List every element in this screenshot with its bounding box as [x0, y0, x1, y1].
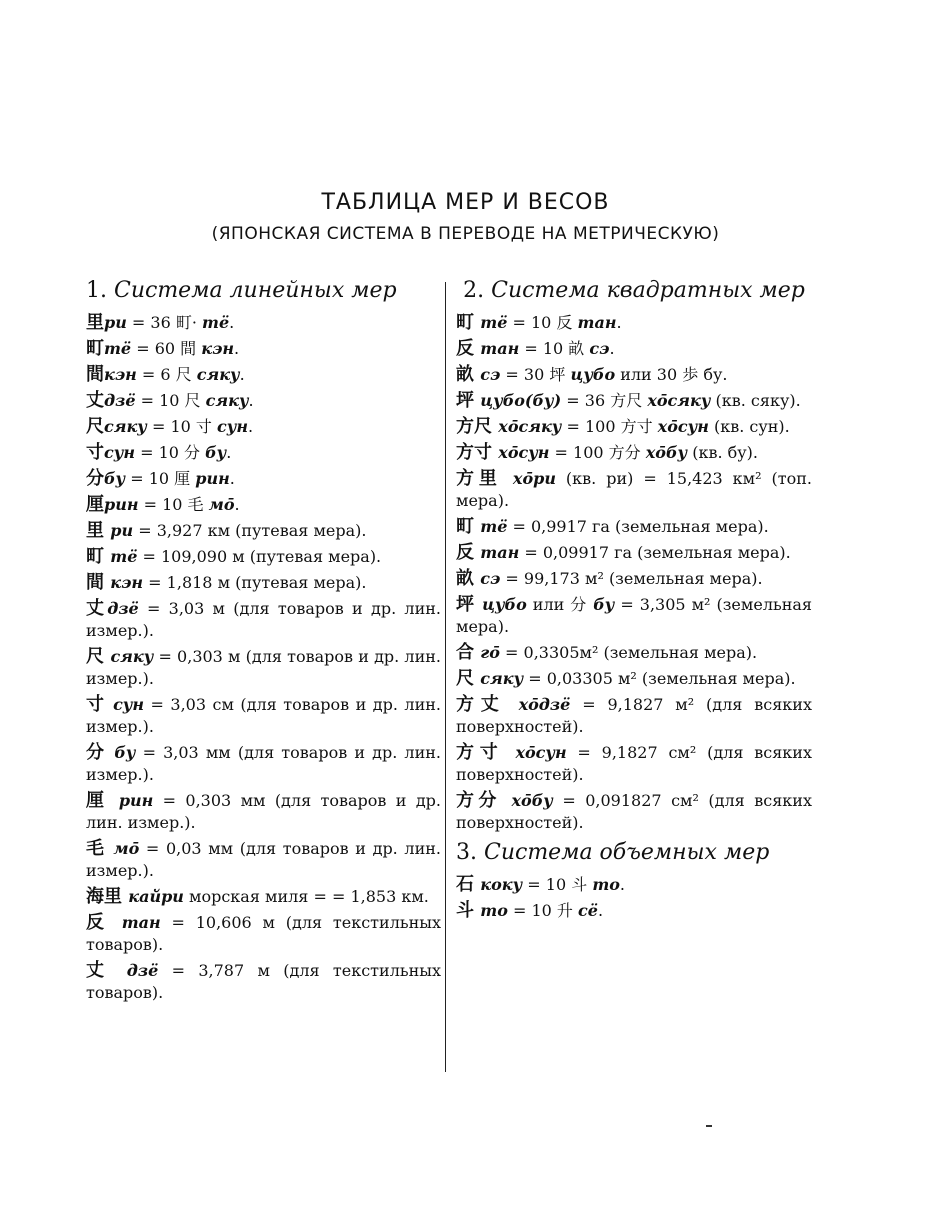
entry-reading: сун	[104, 443, 135, 462]
table-entry	[86, 598, 441, 642]
entry-kanji: 間	[86, 364, 104, 385]
entry-reading: дзё	[107, 599, 139, 618]
entry-text: = 3,03 мм (для товаров и др. лин. измер.).	[86, 743, 441, 784]
entry-text-2: .	[234, 339, 240, 358]
table-entry	[456, 594, 812, 638]
entry-reading: хо̄бу	[511, 791, 553, 810]
entry-text-2: = 3,305 м² (земельная мера).	[456, 595, 812, 636]
entry-reading: тё	[104, 339, 132, 358]
entry-reading-2: бу	[593, 595, 615, 614]
entry-text: (кв. ри) = 15,423 км² (топ. мера).	[456, 469, 812, 510]
entry-reading: хо̄сун	[515, 743, 567, 762]
entry-reading-2: сэ	[589, 339, 610, 358]
entry-text-2: .	[597, 901, 604, 920]
section-heading-linear	[86, 278, 441, 304]
entry-text: = 3,03 см (для товаров и др. лин. измер.).	[86, 695, 441, 736]
entry-text-2: .	[226, 443, 232, 462]
entry-kanji: 海里	[86, 886, 129, 907]
entry-text: морская миля = = 1,853 км.	[183, 887, 429, 906]
table-entry	[86, 912, 441, 956]
entry-text: = 0,303 м (для товаров и др. лин. измер.).	[86, 647, 441, 688]
table-entry	[456, 390, 812, 412]
entry-text: = 99,173 м² (земельная мера).	[500, 569, 763, 588]
section-title: Система квадратных мер	[491, 278, 805, 303]
entry-reading: сяку	[104, 417, 147, 436]
entry-reading-2: цубо	[570, 365, 616, 384]
entry-kanji: 尺	[86, 416, 104, 437]
entry-kanji: 方寸	[456, 742, 516, 763]
entry-kanji: 反	[456, 338, 481, 359]
table-entry	[456, 642, 812, 664]
entry-kanji: 方尺	[456, 416, 499, 437]
scan-speck	[706, 1125, 712, 1127]
entry-text: = 10 尺	[135, 391, 206, 410]
table-entry	[456, 568, 812, 590]
entry-reading-2: тё	[202, 313, 230, 332]
entry-reading: ри	[104, 313, 127, 332]
section-heading-square	[456, 278, 812, 304]
entry-kanji: 坪	[456, 390, 481, 411]
entry-list	[456, 874, 812, 922]
entry-text-2: .	[229, 313, 235, 332]
entry-kanji: 尺	[86, 646, 111, 667]
section-number: 3.	[456, 840, 477, 865]
entry-reading-2: хо̄сяку	[647, 391, 711, 410]
entry-reading: сяку	[110, 647, 154, 666]
entry-text: = 100 方分	[549, 443, 646, 462]
entry-reading: тё	[480, 313, 508, 332]
entry-kanji: 里	[86, 520, 111, 541]
entry-reading: бу	[104, 469, 126, 488]
entry-kanji: 畝	[456, 568, 481, 589]
table-entry	[456, 468, 812, 512]
entry-kanji: 方里	[456, 468, 513, 489]
entry-reading: дзё	[104, 391, 136, 410]
entry-kanji: 反	[456, 542, 481, 563]
entry-reading-2: сун	[217, 417, 248, 436]
section-title: Система линейных мер	[114, 278, 397, 303]
table-entry	[86, 494, 441, 516]
entry-kanji: 厘	[86, 494, 104, 515]
entry-reading: ри	[110, 521, 134, 540]
entry-text-2: (кв. бу).	[687, 443, 758, 462]
entry-reading-2: бу	[205, 443, 227, 462]
entry-kanji: 反	[86, 912, 122, 933]
table-entry	[86, 960, 441, 1004]
entry-reading-2: сяку	[196, 365, 240, 384]
entry-reading: кэн	[110, 573, 144, 592]
table-entry	[86, 442, 441, 464]
entry-kanji: 厘	[86, 790, 119, 811]
entry-text: = 10 升	[507, 901, 579, 920]
table-entry	[456, 694, 812, 738]
entry-text: = 10,606 м (для текстильных товаров).	[86, 913, 441, 954]
entry-reading: кэн	[104, 365, 137, 384]
entry-text: = 3,787 м (для текстильных товаров).	[86, 961, 441, 1002]
entry-text: = 9,1827 см² (для всяких поверхностей).	[456, 743, 812, 784]
entry-text: = 0,03305 м² (земельная мера).	[523, 669, 796, 688]
table-entry	[456, 416, 812, 438]
entry-text: = 10 厘	[125, 469, 196, 488]
table-entry	[86, 838, 441, 882]
entry-text: = 10 寸	[146, 417, 217, 436]
entry-text: = 1,818 м (путевая мера).	[143, 573, 367, 592]
entry-reading-2: мо̄	[208, 495, 235, 514]
entry-text: = 9,1827 м² (для всяких поверхностей).	[456, 695, 812, 736]
entry-kanji: 丈	[86, 598, 108, 619]
entry-text: = 0,9917 га (земельная мера).	[507, 517, 769, 536]
entry-kanji: 丈	[86, 960, 127, 981]
entry-reading: бу	[114, 743, 136, 762]
entry-kanji: 丈	[86, 390, 104, 411]
entry-text-2: (кв. сун).	[708, 417, 790, 436]
table-entry	[456, 742, 812, 786]
table-entry	[86, 790, 441, 834]
entry-reading-2: сё	[578, 901, 598, 920]
entry-kanji: 合	[456, 642, 481, 663]
entry-kanji: 毛	[86, 838, 114, 859]
entry-reading: цубо	[482, 595, 527, 614]
entry-reading: сэ	[480, 569, 501, 588]
entry-reading: рин	[104, 495, 139, 514]
entry-reading: тан	[480, 543, 520, 562]
entry-reading: хо̄ри	[512, 469, 556, 488]
entry-text: = 60 間	[131, 339, 202, 358]
column-divider	[445, 282, 446, 1072]
entry-reading: сяку	[480, 669, 524, 688]
entry-text: = 10 分	[134, 443, 206, 462]
entry-text-2: (кв. сяку).	[710, 391, 801, 410]
entry-reading: тё	[110, 547, 138, 566]
entry-text: = 0,091827 см² (для всяких поверхностей).	[456, 791, 812, 832]
table-entry	[86, 546, 441, 568]
entry-reading: то	[480, 901, 508, 920]
entry-text-2: .	[234, 495, 240, 514]
entry-text: = 36 町·	[126, 313, 203, 332]
entry-text: = 0,3305м² (земельная мера).	[499, 643, 758, 662]
table-entry	[456, 516, 812, 538]
table-entry	[456, 790, 812, 834]
entry-kanji: 町	[86, 546, 111, 567]
entry-text: = 109,090 м (путевая мера).	[137, 547, 382, 566]
entry-text-2: .	[239, 365, 245, 384]
entry-text: = 10 反	[507, 313, 578, 332]
entry-reading: тан	[121, 913, 161, 932]
table-entry	[86, 694, 441, 738]
entry-reading: сун	[113, 695, 145, 714]
entry-text: = 100 方寸	[561, 417, 658, 436]
entry-text: = 0,03 мм (для товаров и др. лин. измер.).	[86, 839, 441, 880]
entry-kanji: 方分	[456, 790, 512, 811]
entry-reading: го̄	[480, 643, 500, 662]
table-entry	[86, 312, 441, 334]
table-entry	[86, 390, 441, 412]
entry-kanji: 尺	[456, 668, 481, 689]
entry-reading: рин	[118, 791, 154, 810]
entry-text: = 10 畝	[519, 339, 590, 358]
section-title: Система объемных мер	[484, 840, 770, 865]
section-number: 2.	[463, 278, 485, 303]
entry-kanji: 畝	[456, 364, 481, 385]
entry-kanji: 分	[86, 468, 104, 489]
entry-text-2: .	[616, 313, 622, 332]
entry-kanji: 方丈	[456, 694, 519, 715]
table-entry	[456, 542, 812, 564]
entry-text-2: .	[229, 469, 235, 488]
right-column	[456, 278, 812, 926]
entry-text-2: .	[247, 417, 254, 436]
table-entry	[456, 668, 812, 690]
page-subtitle: (ЯПОНСКАЯ СИСТЕМА В ПЕРЕВОДЕ НА МЕТРИЧЕСКУЮ)	[211, 224, 720, 244]
entry-text: = 0,09917 га (земельная мера).	[519, 543, 791, 562]
entry-reading: тё	[480, 517, 508, 536]
entry-text: = 0,303 мм (для товаров и др. лин. измер.).	[86, 791, 441, 832]
table-entry	[86, 742, 441, 786]
entry-reading: сэ	[480, 365, 501, 384]
section-number: 1.	[86, 278, 107, 303]
entry-kanji: 分	[86, 742, 115, 763]
entry-reading: дзё	[126, 961, 159, 980]
table-entry	[86, 520, 441, 542]
entry-kanji: 坪	[456, 594, 483, 615]
table-entry	[456, 338, 812, 360]
entry-reading-2: хо̄бу	[645, 443, 688, 462]
entry-kanji: 石	[456, 874, 481, 895]
table-entry	[456, 900, 812, 922]
entry-kanji: 町	[86, 338, 104, 359]
entry-text: = 3,927 км (путевая мера).	[133, 521, 367, 540]
entry-kanji: 斗	[456, 900, 481, 921]
table-entry	[86, 468, 441, 490]
entry-text: = 3,03 м (для товаров и др. лин. измер.).	[86, 599, 441, 640]
entry-text-2: или 30 歩 бу.	[615, 365, 728, 384]
entry-text: = 10 毛	[138, 495, 209, 514]
entry-reading: цубо(бу)	[480, 391, 562, 410]
entry-reading-2: хо̄сун	[657, 417, 709, 436]
table-entry	[86, 646, 441, 690]
entry-reading: кайри	[128, 887, 184, 906]
entry-reading: хо̄сяку	[498, 417, 562, 436]
entry-text-2: .	[619, 875, 626, 894]
table-entry	[456, 874, 812, 896]
entry-text: или 分	[526, 595, 594, 614]
entry-reading: мо̄	[113, 839, 140, 858]
entry-reading-2: сяку	[205, 391, 249, 410]
entry-text-2: .	[609, 339, 615, 358]
entry-kanji: 町	[456, 516, 481, 537]
entry-text: = 30 坪	[500, 365, 571, 384]
table-entry	[86, 416, 441, 438]
entry-reading: коку	[480, 875, 523, 894]
entry-reading-2: тан	[577, 313, 617, 332]
entry-text: = 36 方尺	[561, 391, 648, 410]
entry-reading: хо̄дзё	[518, 695, 571, 714]
entry-kanji: 町	[456, 312, 481, 333]
entry-text-2: .	[248, 391, 254, 410]
entry-kanji: 方寸	[456, 442, 499, 463]
table-entry	[86, 886, 441, 908]
entry-kanji: 里	[86, 312, 104, 333]
table-entry	[86, 364, 441, 386]
table-entry	[456, 312, 812, 334]
entry-reading: хо̄сун	[498, 443, 550, 462]
left-column	[86, 278, 441, 1008]
section-heading-volume	[456, 840, 812, 866]
entry-kanji: 間	[86, 572, 111, 593]
entry-reading-2: то	[592, 875, 620, 894]
entry-list	[86, 312, 441, 1004]
entry-list	[456, 312, 812, 834]
entry-reading-2: рин	[195, 469, 230, 488]
table-entry	[456, 364, 812, 386]
entry-kanji: 寸	[86, 694, 114, 715]
entry-reading-2: кэн	[201, 339, 235, 358]
table-entry	[86, 572, 441, 594]
entry-text: = 10 斗	[522, 875, 593, 894]
entry-kanji: 寸	[86, 442, 104, 463]
entry-text: = 6 尺	[136, 365, 197, 384]
table-entry	[86, 338, 441, 360]
page-title: ТАБЛИЦА МЕР И ВЕСОВ	[321, 190, 610, 215]
table-entry	[456, 442, 812, 464]
entry-reading: тан	[480, 339, 520, 358]
